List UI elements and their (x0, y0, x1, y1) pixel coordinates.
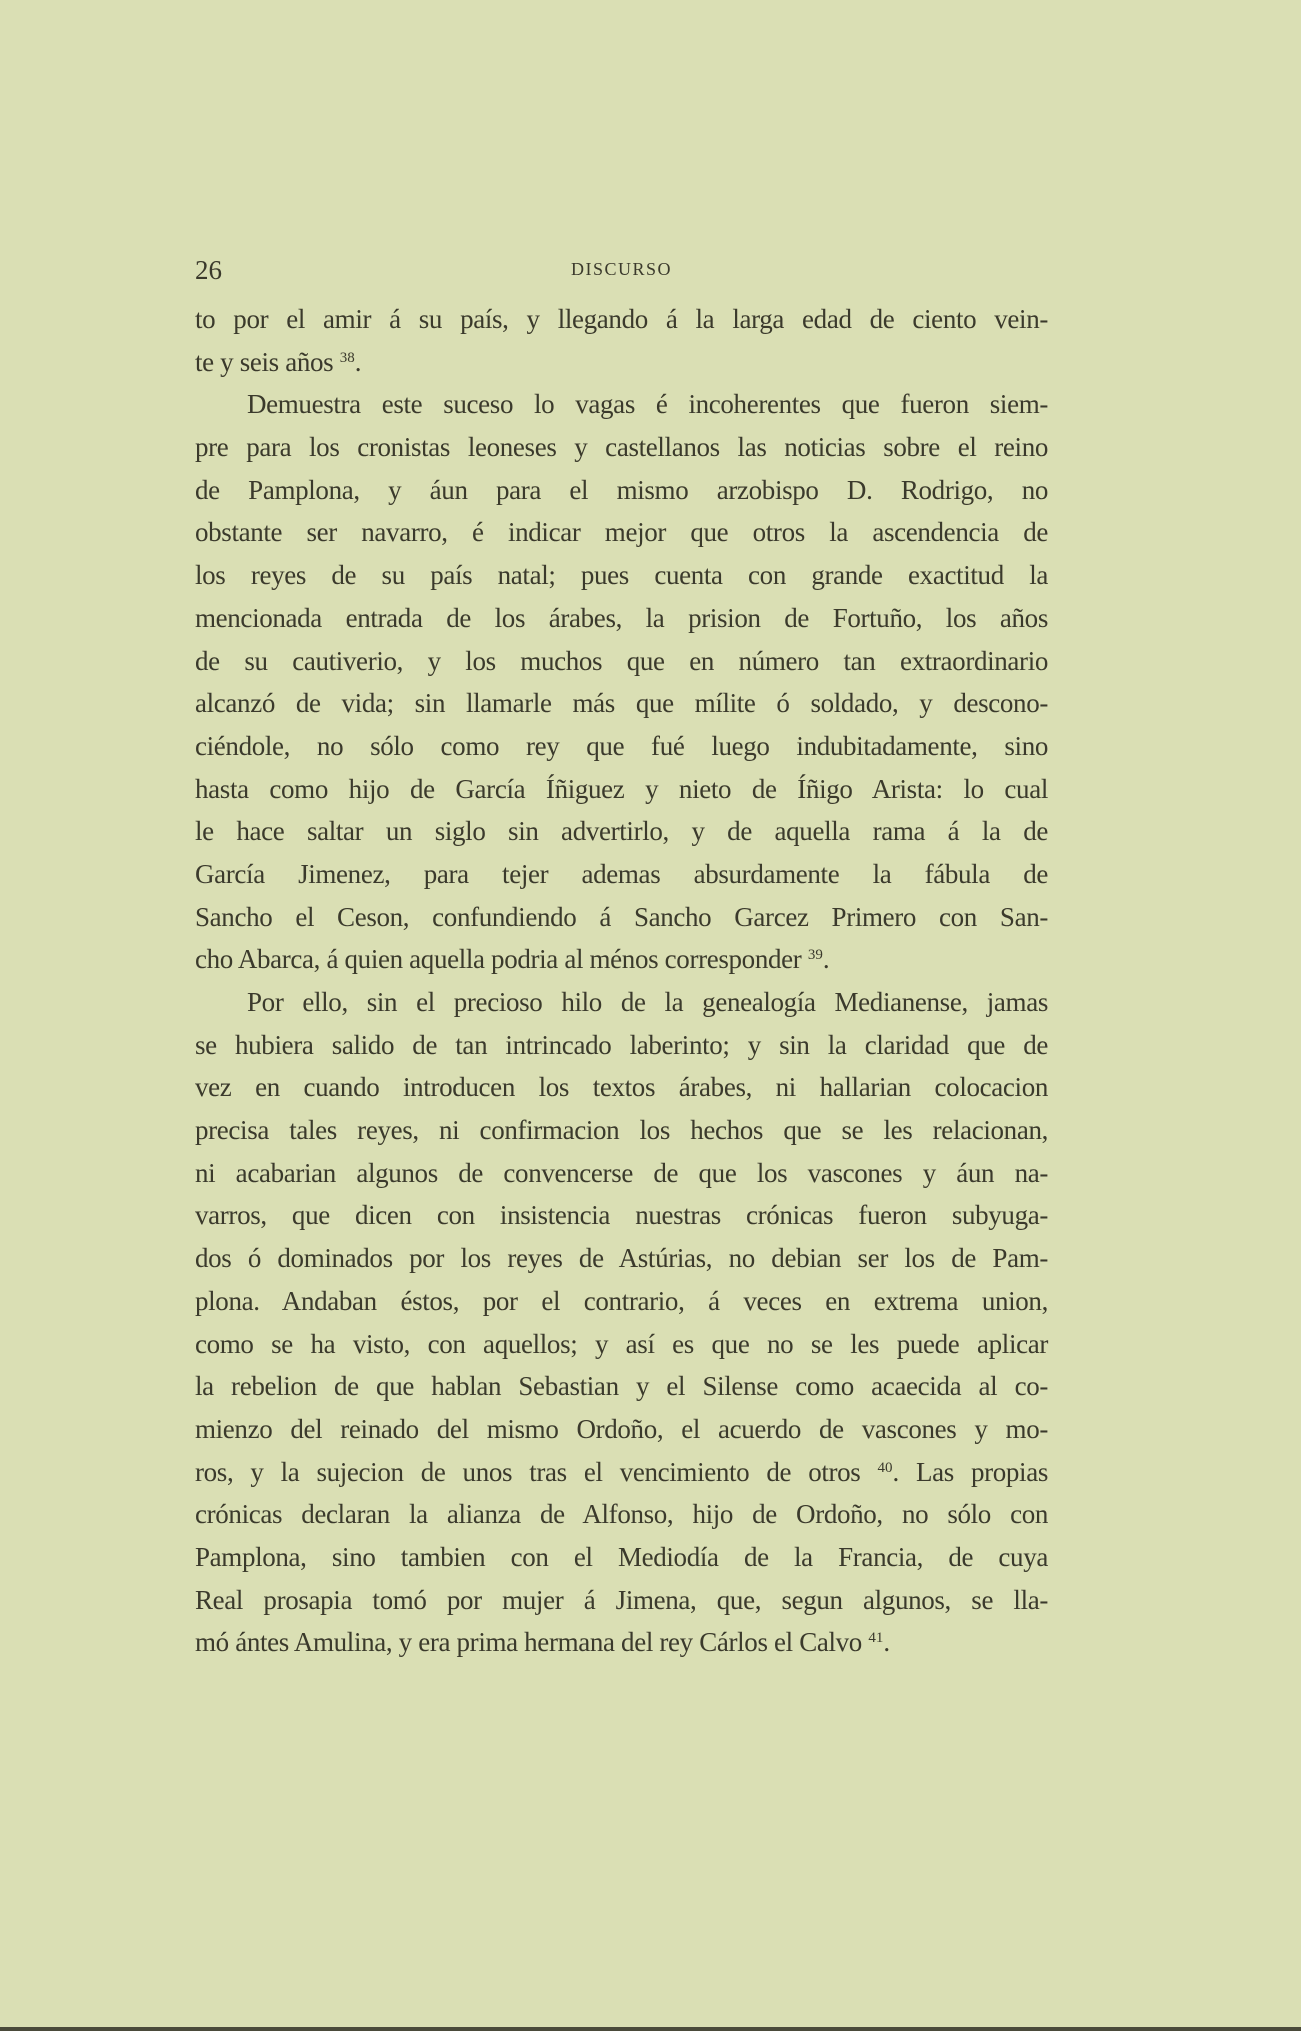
text-line (195, 1493, 1048, 1536)
line-text: mencionada entrada de los árabes, la prision de Fortuño, los años (195, 602, 1048, 633)
line-text: Real prosapia tomó por mujer á Jimena, que, segun algunos, se lla- (195, 1584, 1048, 1615)
text-line (195, 1109, 1048, 1152)
text-line (195, 981, 1048, 1024)
running-head (195, 255, 1048, 285)
running-title: DISCURSO (570, 259, 673, 279)
line-text: Demuestra este suceso lo vagas é incoherentes que fueron siem- (247, 389, 1048, 420)
text-line (195, 810, 1048, 853)
line-text: obstante ser navarro, é indicar mejor que otros la ascendencia de (195, 517, 1048, 548)
text-line (195, 896, 1048, 939)
text-line (195, 383, 1048, 426)
text-line (195, 725, 1048, 768)
text-line (195, 298, 1048, 341)
line-text: como se ha visto, con aquellos; y así es que no se les puede aplicar (195, 1328, 1048, 1359)
line-text: precisa tales reyes, ni confirmacion los hechos que se les relacionan, (195, 1115, 1048, 1146)
text-line (195, 1024, 1048, 1067)
line-text-after-note: . (822, 944, 830, 975)
text-line (195, 1323, 1048, 1366)
line-text: García Jimenez, para tejer ademas absurdamente la fábula de (195, 858, 1048, 889)
line-text: dos ó dominados por los reyes de Astúrias, no debian ser los de Pam- (195, 1243, 1048, 1274)
text-line (195, 1365, 1048, 1408)
line-text: plona. Andaban éstos, por el contrario, á veces en extrema union, (195, 1285, 1048, 1316)
line-text: mó ántes Amulina, y era prima hermana del rey Cárlos el Calvo (195, 1627, 869, 1658)
footnote-reference: 40 (877, 1459, 893, 1476)
line-text: vez en cuando introducen los textos árabes, ni hallarian colocacion (195, 1072, 1048, 1103)
line-text: ros, y la sujecion de unos tras el vencimiento de otros (195, 1456, 878, 1487)
body-text (195, 298, 1048, 1664)
footnote-reference: 39 (807, 947, 823, 964)
text-line (195, 1066, 1048, 1109)
line-text: la rebelion de que hablan Sebastian y el Silense como acaecida al co- (195, 1371, 1048, 1402)
line-text: Sancho el Ceson, confundiendo á Sancho Garcez Primero con San- (195, 901, 1048, 932)
text-line (195, 938, 1048, 981)
line-text: los reyes de su país natal; pues cuenta con grande exactitud la (195, 560, 1048, 591)
line-text: Pamplona, sino tambien con el Mediodía de la Francia, de cuya (195, 1541, 1048, 1572)
page-number: 26 (195, 255, 222, 285)
line-text: alcanzó de vida; sin llamarle más que mílite ó soldado, y descono- (195, 688, 1048, 719)
line-text: se hubiera salido de tan intrincado laberinto; y sin la claridad que de (195, 1029, 1048, 1060)
text-line (195, 682, 1048, 725)
text-line (195, 768, 1048, 811)
line-text: Por ello, sin el precioso hilo de la genealogía Medianense, jamas (247, 987, 1048, 1017)
line-text: to por el amir á su país, y llegando á la larga edad de ciento vein- (195, 304, 1048, 334)
text-line (195, 853, 1048, 896)
text-line (195, 1621, 1048, 1664)
line-text-after-note: . Las propias (892, 1456, 1049, 1487)
page-edge (0, 2027, 1301, 2031)
line-text: cho Abarca, á quien aquella podria al ménos corresponder (195, 944, 808, 975)
line-text: de Pamplona, y áun para el mismo arzobispo D. Rodrigo, no (195, 474, 1048, 505)
text-line (195, 597, 1048, 640)
text-line (195, 554, 1048, 597)
footnote-reference: 38 (339, 349, 355, 366)
line-text: varros, que dicen con insistencia nuestras crónicas fueron subyuga- (195, 1200, 1048, 1231)
footnote-reference: 41 (868, 1630, 884, 1647)
line-text: ciéndole, no sólo como rey que fué luego indubitadamente, sino (195, 730, 1048, 761)
line-text: crónicas declaran la alianza de Alfonso, hijo de Ordoño, no sólo con (195, 1499, 1048, 1530)
text-line (195, 469, 1048, 512)
line-text: mienzo del reinado del mismo Ordoño, el acuerdo de vascones y mo- (195, 1413, 1048, 1444)
text-line (195, 1536, 1048, 1579)
line-text: hasta como hijo de García Íñiguez y nieto de Íñigo Arista: lo cual (195, 773, 1048, 804)
text-line (195, 1194, 1048, 1237)
text-line (195, 1280, 1048, 1323)
line-text: pre para los cronistas leoneses y castellanos las noticias sobre el reino (195, 432, 1048, 463)
text-line (195, 1152, 1048, 1195)
line-text: te y seis años (195, 346, 340, 377)
text-line (195, 1237, 1048, 1280)
text-line (195, 1451, 1048, 1494)
text-line (195, 426, 1048, 469)
line-text: de su cautiverio, y los muchos que en número tan extraordinario (195, 645, 1048, 676)
text-line (195, 640, 1048, 683)
text-line (195, 511, 1048, 554)
text-line (195, 341, 1048, 384)
text-line (195, 1408, 1048, 1451)
line-text-after-note: . (883, 1627, 890, 1658)
line-text: le hace saltar un siglo sin advertirlo, y de aquella rama á la de (195, 816, 1048, 847)
text-line (195, 1579, 1048, 1622)
line-text-after-note: . (354, 346, 362, 377)
line-text: ni acabarian algunos de convencerse de que los vascones y áun na- (195, 1157, 1048, 1188)
